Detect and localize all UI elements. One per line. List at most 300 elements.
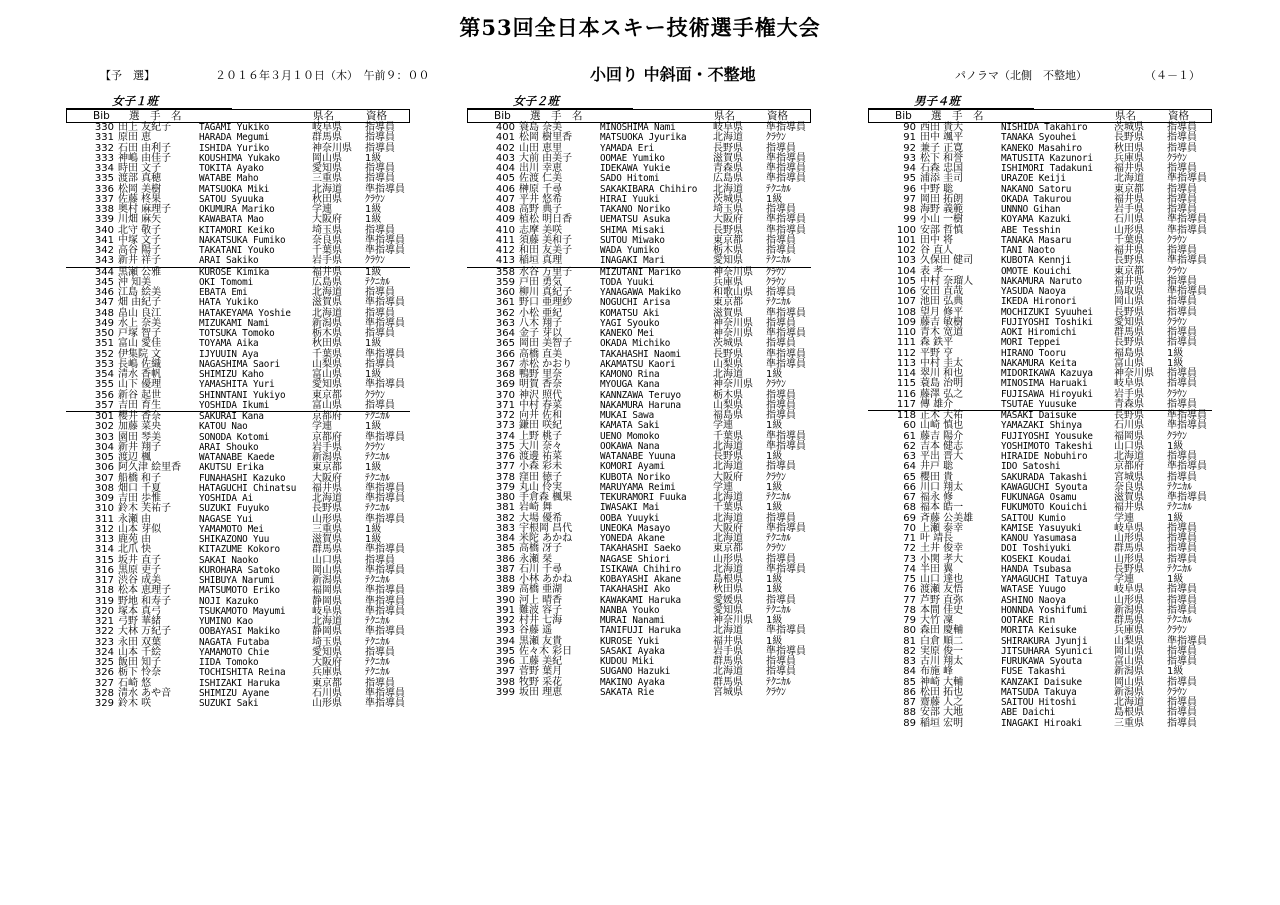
athlete-romaji: YOSHIDA Ai	[199, 493, 253, 504]
qualification: ｸﾗｳﾝ	[1167, 430, 1187, 442]
prefecture: 愛知県	[312, 646, 342, 658]
qualification: 指導員	[1167, 471, 1197, 483]
athlete-romaji: SADO Hitomi	[600, 173, 660, 185]
bib-number: 402	[495, 142, 515, 154]
course-label: パノラマ（北側 不整地）	[955, 69, 1087, 82]
athlete-romaji: YAGI Syouko	[600, 317, 660, 329]
bib-number: 382	[495, 512, 515, 524]
prefecture: 岐阜県	[312, 122, 342, 133]
athlete-name: 佐藤 柊果	[118, 193, 162, 205]
bib-number: 98	[903, 204, 916, 215]
bib-number: 106	[896, 286, 916, 297]
qualification: 1級	[766, 615, 783, 626]
bib-number: 375	[495, 440, 515, 452]
qualification: 準指導員	[365, 544, 405, 556]
athlete-romaji: ISHIZAKI Haruka	[199, 677, 280, 689]
athlete-name: 山崎 慎也	[920, 420, 964, 432]
qualification: 指導員	[365, 677, 395, 689]
athlete-name: 高橋 冴子	[519, 543, 563, 555]
athlete-romaji: HIRAI Yuuki	[600, 193, 660, 205]
athlete-name: 沖 知美	[118, 276, 152, 288]
athlete-name: 白倉 順二	[920, 635, 964, 647]
athlete-romaji: TANAKA Syouhei	[1001, 132, 1077, 144]
qualification: 指導員	[1167, 676, 1197, 688]
athlete-name: 石森 忠国	[920, 163, 964, 174]
prefecture: 群馬県	[713, 656, 743, 667]
qualification: ｸﾗｳﾝ	[365, 441, 385, 453]
page-title: 第53回全日本スキー技術選手権大会	[459, 15, 821, 40]
prefecture: 東京都	[1114, 183, 1144, 195]
athlete-name: 宇根岡 昌代	[519, 522, 573, 534]
prefecture: 岩手県	[1114, 388, 1144, 400]
athlete-name: 永瀬 由	[118, 513, 152, 525]
qualification: 準指導員	[1167, 286, 1207, 297]
bib-number: 71	[903, 533, 916, 544]
athlete-name: 半田 翼	[920, 563, 954, 575]
athlete-romaji: SUTOU Miwako	[600, 234, 665, 246]
bib-number: 393	[495, 625, 515, 637]
athlete-romaji: ASHINO Naoya	[1001, 594, 1066, 606]
athlete-romaji: EBATA Emi	[199, 287, 248, 298]
prefecture: 岩手県	[312, 255, 342, 267]
athlete-romaji: TAKAHASHI Naomi	[600, 348, 681, 360]
athlete-romaji: FUSE Takashi	[1001, 666, 1066, 678]
qualification: 指導員	[766, 666, 796, 678]
prefecture: 北海道	[713, 440, 743, 452]
athlete-romaji: NAGASE Shiori	[600, 553, 671, 565]
athlete-name: 望月 修平	[920, 306, 964, 318]
bib-number: 363	[495, 317, 515, 329]
prefecture: 北海道	[312, 307, 342, 319]
table-row	[467, 688, 811, 698]
athlete-name: 中塚 文子	[118, 234, 162, 246]
bib-number: 356	[94, 389, 114, 401]
athlete-romaji: NAKANO Satoru	[1001, 183, 1072, 195]
prefecture: 宮城県	[1114, 471, 1144, 483]
bib-number: 111	[896, 337, 916, 349]
athlete-name: 戸田 勇気	[519, 276, 563, 288]
prefecture: 学連	[312, 204, 332, 215]
prefecture: 岡山県	[1114, 676, 1144, 688]
qualification: ｸﾗｳﾝ	[1167, 316, 1187, 328]
athlete-name: 工藤 美紀	[519, 656, 563, 667]
prefecture: 群馬県	[1114, 615, 1144, 626]
qualification: ﾃｸﾆｶﾙ	[365, 411, 390, 422]
athlete-romaji: MATUSITA Kazunori	[1001, 152, 1093, 164]
athlete-name: 神沢 照代	[519, 389, 563, 401]
qualification: 指導員	[1167, 543, 1197, 555]
bib-number: 322	[94, 626, 114, 638]
prefecture: 滋賀県	[713, 307, 743, 319]
athlete-name: 簑島 奈美	[519, 122, 563, 133]
athlete-romaji: OKADA Takurou	[1001, 193, 1072, 205]
qualification: 1級	[1167, 440, 1184, 452]
header-pref: 県名	[313, 110, 334, 122]
athlete-romaji: DOI Toshiyuki	[1001, 543, 1072, 555]
athlete-romaji: SAKURAI Kana	[199, 411, 264, 422]
athlete-romaji: TANAKA Masaru	[1001, 234, 1072, 246]
athlete-romaji: KUROSE Yuki	[600, 635, 660, 647]
prefecture: 青森県	[713, 163, 743, 174]
prefecture: 石川県	[312, 687, 342, 699]
athlete-romaji: OOTAKE Rin	[1001, 615, 1055, 626]
prefecture: 宮城県	[713, 686, 743, 698]
athlete-name: 牧野 采花	[519, 676, 563, 688]
athlete-romaji: YOSHIMOTO Takeshi	[1001, 440, 1093, 452]
athlete-romaji: TSUTAE Yuusuke	[1001, 398, 1077, 410]
prefecture: 埼玉県	[713, 204, 743, 215]
prefecture: 京都府	[1114, 461, 1144, 473]
bib-number: 82	[903, 645, 916, 657]
bib-number: 392	[495, 615, 515, 626]
athlete-name: 小林 あかね	[519, 574, 573, 585]
table-row	[868, 585, 1212, 595]
athlete-name: 土井 俊幸	[920, 543, 964, 555]
athlete-name: 大川 奈々	[519, 440, 563, 452]
prefecture: 岡山県	[1114, 645, 1144, 657]
qualification: 準指導員	[365, 482, 405, 494]
prefecture: 福井県	[1114, 163, 1144, 174]
prefecture: 北海道	[1114, 697, 1144, 708]
athlete-name: 櫻田 貴	[920, 471, 954, 483]
bib-number: 334	[94, 163, 114, 174]
athlete-romaji: TOTSUKA Tomoko	[199, 328, 275, 339]
athlete-romaji: SHIRAKURA Jyunji	[1001, 635, 1088, 647]
athlete-romaji: MORITA Keisuke	[1001, 625, 1077, 637]
bib-number: 80	[903, 625, 916, 637]
athlete-romaji: IDEKAWA Yukie	[600, 163, 671, 174]
athlete-romaji: HATAKEYAMA Yoshie	[199, 307, 291, 319]
athlete-name: 窪田 徳子	[519, 471, 563, 483]
athlete-name: 石田 由利子	[118, 142, 172, 154]
bib-number: 399	[495, 686, 515, 698]
bib-number: 78	[903, 604, 916, 616]
table-row	[66, 174, 410, 184]
bib-number: 66	[903, 481, 916, 493]
athlete-name: 平野 亨	[920, 347, 954, 359]
athlete-name: 大前 由美子	[519, 152, 573, 164]
bib-number: 316	[94, 564, 114, 576]
athlete-name: 水上 奈美	[118, 317, 162, 329]
bib-number: 373	[495, 420, 515, 432]
athlete-romaji: KOSEKI Koudai	[1001, 553, 1072, 565]
athlete-romaji: NAKAMURA Haruna	[600, 399, 681, 411]
athlete-romaji: FUJIYOSHI Yousuke	[1001, 430, 1093, 442]
qualification: 指導員	[365, 328, 395, 339]
qualification: 指導員	[1167, 584, 1197, 596]
table-row	[868, 544, 1212, 554]
qualification: ﾃｸﾆｶﾙ	[365, 657, 390, 668]
athlete-romaji: ARAI Shouko	[199, 441, 259, 453]
athlete-name: 飯田 知子	[118, 657, 162, 668]
athlete-name: 兼子 正寛	[920, 142, 964, 154]
bib-number: 107	[896, 296, 916, 308]
prefecture: 北海道	[312, 493, 342, 504]
bib-number: 371	[495, 399, 515, 411]
athlete-name: 江島 絵美	[118, 287, 162, 298]
athlete-name: 大竹 凜	[920, 615, 954, 626]
prefecture: 兵庫県	[312, 667, 342, 679]
bib-number: 353	[94, 358, 114, 370]
athlete-name: 和田 友美子	[519, 245, 573, 256]
athlete-name: 川畑 麻矢	[118, 214, 162, 226]
table-row	[467, 544, 811, 554]
prefecture: 千葉県	[312, 245, 342, 256]
bib-number: 105	[896, 275, 916, 287]
qualification: 準指導員	[1167, 410, 1207, 421]
athlete-name: 黒瀬 友貴	[519, 635, 563, 647]
qualification: 指導員	[1167, 193, 1197, 205]
athlete-romaji: ARAI Sakiko	[199, 255, 259, 267]
athlete-name: 園田 琴美	[118, 431, 162, 443]
bib-number: 69	[903, 512, 916, 524]
athlete-name: 鈴木 芙祐子	[118, 503, 172, 515]
qualification: 指導員	[766, 656, 796, 667]
athlete-romaji: NAGATA Futaba	[199, 636, 270, 648]
prefecture: 神奈川県	[713, 328, 753, 339]
bib-number: 319	[94, 595, 114, 607]
qualification: 準指導員	[365, 513, 405, 525]
bib-number: 70	[903, 522, 916, 534]
qualification: 準指導員	[365, 564, 405, 576]
prefecture: 東京都	[312, 389, 342, 401]
athlete-name: 岩崎 舞	[519, 502, 553, 514]
qualification: 準指導員	[766, 645, 806, 657]
qualification: 指導員	[365, 132, 395, 144]
athlete-name: 正木 大祐	[920, 410, 964, 421]
prefecture: 北海道	[713, 666, 743, 678]
athlete-romaji: SHINNTANI Yukiyo	[199, 389, 286, 401]
prefecture: 福井県	[1114, 275, 1144, 287]
athlete-name: 清水 香帆	[118, 369, 162, 380]
athlete-name: 鈴木 咲	[118, 698, 152, 709]
qualification: 指導員	[766, 204, 796, 215]
athlete-romaji: SASAKI Ayaka	[600, 645, 665, 657]
athlete-name: 本間 佳史	[920, 604, 964, 616]
bib-number: 354	[94, 369, 114, 380]
qualification: 指導員	[365, 646, 395, 658]
qualification: 指導員	[1167, 142, 1197, 154]
bib-number: 60	[903, 420, 916, 432]
qualification: 1級	[365, 523, 382, 535]
athlete-romaji: KAMONO Rina	[600, 369, 660, 380]
prefecture: 福井県	[312, 266, 342, 278]
bib-number: 405	[495, 173, 515, 185]
athlete-name: 中村 奈瑠人	[920, 275, 974, 287]
athlete-romaji: IIDA Tomoko	[199, 657, 259, 668]
qualification: 指導員	[766, 234, 796, 246]
bib-number: 359	[495, 276, 515, 288]
athlete-name: 山田 恵里	[519, 142, 563, 154]
prefecture: 学連	[1114, 512, 1134, 524]
qualification: ｸﾗｳﾝ	[766, 471, 786, 483]
athlete-name: 松田 拓也	[920, 686, 964, 698]
bib-number: 358	[495, 266, 515, 278]
prefecture: 学連	[1114, 574, 1134, 585]
athlete-name: 中村 春菜	[519, 399, 563, 411]
athlete-romaji: FUKUMOTO Kouichi	[1001, 502, 1088, 514]
bib-number: 395	[495, 645, 515, 657]
athlete-romaji: MARUYAMA Reimi	[600, 481, 676, 493]
athlete-romaji: KUDOU Miki	[600, 656, 654, 667]
prefecture: 群馬県	[713, 676, 743, 688]
table-row	[467, 215, 811, 225]
prefecture: 埼玉県	[312, 636, 342, 648]
athlete-romaji: MAKINO Ayaka	[600, 676, 665, 688]
qualification: 準指導員	[365, 585, 405, 597]
prefecture: 福井県	[1114, 502, 1144, 514]
qualification: ﾃｸﾆｶﾙ	[766, 604, 791, 616]
bib-number: 344	[94, 266, 114, 278]
qualification: 指導員	[1167, 522, 1197, 534]
qualification: 指導員	[766, 553, 796, 565]
bib-number: 73	[903, 553, 916, 565]
qualification: 指導員	[766, 512, 796, 524]
athlete-romaji: ISHIMORI Tadakuni	[1001, 163, 1093, 174]
athlete-name: 須藤 美和子	[519, 234, 573, 246]
prefecture: 兵庫県	[713, 276, 743, 288]
athlete-romaji: OKADA Michiko	[600, 338, 671, 350]
bib-number: 102	[896, 245, 916, 256]
prefecture: 岐阜県	[1114, 584, 1144, 596]
athlete-romaji: SHIKAZONO Yuu	[199, 534, 270, 545]
prefecture: 兵庫県	[1114, 625, 1144, 637]
qualification: 準指導員	[365, 698, 405, 709]
prefecture: 大阪府	[312, 214, 342, 226]
qualification: 準指導員	[766, 152, 806, 164]
table-row	[66, 215, 410, 225]
qualification: 準指導員	[365, 595, 405, 607]
prefecture: 岩手県	[1114, 204, 1144, 215]
bib-number: 343	[94, 255, 114, 267]
prefecture: 東京都	[713, 543, 743, 555]
athlete-romaji: FUKUNAGA Osamu	[1001, 492, 1077, 503]
athlete-romaji: ISHIDA Yuriko	[199, 142, 270, 154]
athlete-name: 神崎 大輔	[920, 676, 964, 688]
group-column-1	[66, 94, 410, 709]
prefecture: 島根県	[1114, 707, 1144, 719]
qualification: 指導員	[766, 245, 796, 256]
qualification: ﾃｸﾆｶﾙ	[766, 183, 791, 195]
qualification: ﾃｸﾆｶﾙ	[766, 676, 791, 688]
athlete-name: 米陀 あかね	[519, 533, 573, 544]
qualification: ﾃｸﾆｶﾙ	[766, 492, 791, 503]
bib-number: 329	[94, 698, 114, 709]
athlete-name: 谷 直人	[920, 245, 954, 256]
athlete-romaji: ISIKAWA Chihiro	[600, 563, 681, 575]
bib-number: 68	[903, 502, 916, 514]
athlete-romaji: YASUDA Naoya	[1001, 286, 1066, 297]
athlete-name: 高橋 亜湖	[519, 584, 563, 596]
qualification: 準指導員	[766, 328, 806, 339]
athlete-romaji: KAWABATA Mao	[199, 214, 264, 226]
qualification: 1級	[1167, 357, 1184, 369]
athlete-name: 齋藤 人之	[920, 697, 964, 708]
athlete-name: 時田 文子	[118, 163, 162, 174]
bib-number: 104	[896, 265, 916, 277]
bib-number: 112	[896, 347, 916, 359]
qualification: 指導員	[1167, 451, 1197, 462]
qualification: 指導員	[365, 122, 395, 133]
athlete-romaji: FUJISAWA Hiroyuki	[1001, 388, 1093, 400]
bib-number: 400	[495, 122, 515, 133]
bib-number: 79	[903, 615, 916, 626]
prefecture: 富山県	[1114, 656, 1144, 667]
athlete-name: 戸塚 智子	[118, 328, 162, 339]
athlete-name: 志摩 美咲	[519, 224, 563, 236]
athlete-romaji: TAKATANI Youko	[199, 245, 275, 256]
athlete-name: 松岡 樹里香	[519, 132, 573, 144]
bib-number: 116	[896, 388, 916, 400]
athlete-romaji: NOGUCHI Arisa	[600, 297, 671, 309]
athlete-name: 川口 翔太	[920, 481, 964, 493]
prefecture: 東京都	[312, 677, 342, 689]
athlete-romaji: YAMAGUCHI Tatuya	[1001, 574, 1088, 585]
qualification: ｸﾗｳﾝ	[766, 276, 786, 288]
qualification: 1級	[766, 369, 783, 380]
athlete-name: 岡田 拓朗	[920, 193, 964, 205]
bib-number: 378	[495, 471, 515, 483]
bib-number: 318	[94, 585, 114, 597]
athlete-name: 上野 桃子	[519, 430, 563, 442]
qualification: ｸﾗｳﾝ	[1167, 388, 1187, 400]
bib-number: 366	[495, 348, 515, 360]
qualification: ｸﾗｳﾝ	[1167, 625, 1187, 637]
bib-number: 407	[495, 193, 515, 205]
prefecture: 茨城県	[713, 193, 743, 205]
table-row	[467, 667, 811, 677]
athlete-name: 高橋 直美	[519, 348, 563, 360]
bib-number: 330	[94, 122, 114, 133]
qualification: 1級	[365, 421, 382, 433]
athlete-romaji: NOJI Kazuko	[199, 595, 259, 607]
bib-number: 317	[94, 575, 114, 586]
athlete-name: 田中 将	[920, 234, 954, 246]
prefecture: 神奈川県	[713, 266, 753, 278]
prefecture: 北海道	[312, 183, 342, 195]
athlete-romaji: OMOTE Kouichi	[1001, 265, 1072, 277]
qualification: 指導員	[1167, 132, 1197, 144]
bib-number: 348	[94, 307, 114, 319]
table-row	[868, 708, 1212, 718]
bib-number: 94	[903, 163, 916, 174]
qualification: ﾃｸﾆｶﾙ	[365, 667, 390, 679]
table-row	[868, 215, 1212, 225]
prefecture: 長野県	[1114, 410, 1144, 421]
qualification: 1級	[766, 502, 783, 514]
athlete-romaji: SAKURADA Takashi	[1001, 471, 1088, 483]
athlete-romaji: SAKAI Naoko	[199, 554, 259, 566]
group-column-3	[868, 94, 1212, 729]
athlete-romaji: YOSHIDA Ikumi	[199, 399, 270, 411]
athlete-romaji: KAMISE Yasuyuki	[1001, 522, 1082, 534]
athlete-name: 柳川 真紀子	[519, 287, 573, 298]
qualification: 指導員	[1167, 122, 1197, 133]
bib-number: 387	[495, 563, 515, 575]
qualification: 指導員	[1167, 245, 1197, 256]
table-row	[467, 174, 811, 184]
bib-number: 76	[903, 584, 916, 596]
athlete-romaji: AKAMATSU Kaori	[600, 358, 676, 370]
athlete-romaji: FUNAHASHI Kazuko	[199, 472, 286, 484]
bib-number: 88	[903, 707, 916, 719]
header-name: 選 手 名	[931, 110, 984, 122]
prefecture: 北海道	[1114, 451, 1144, 462]
prefecture: 北海道	[312, 287, 342, 298]
prefecture: 新潟県	[1114, 686, 1144, 698]
athlete-name: 古川 翔太	[920, 656, 964, 667]
qualification: ﾃｸﾆｶﾙ	[365, 276, 390, 288]
